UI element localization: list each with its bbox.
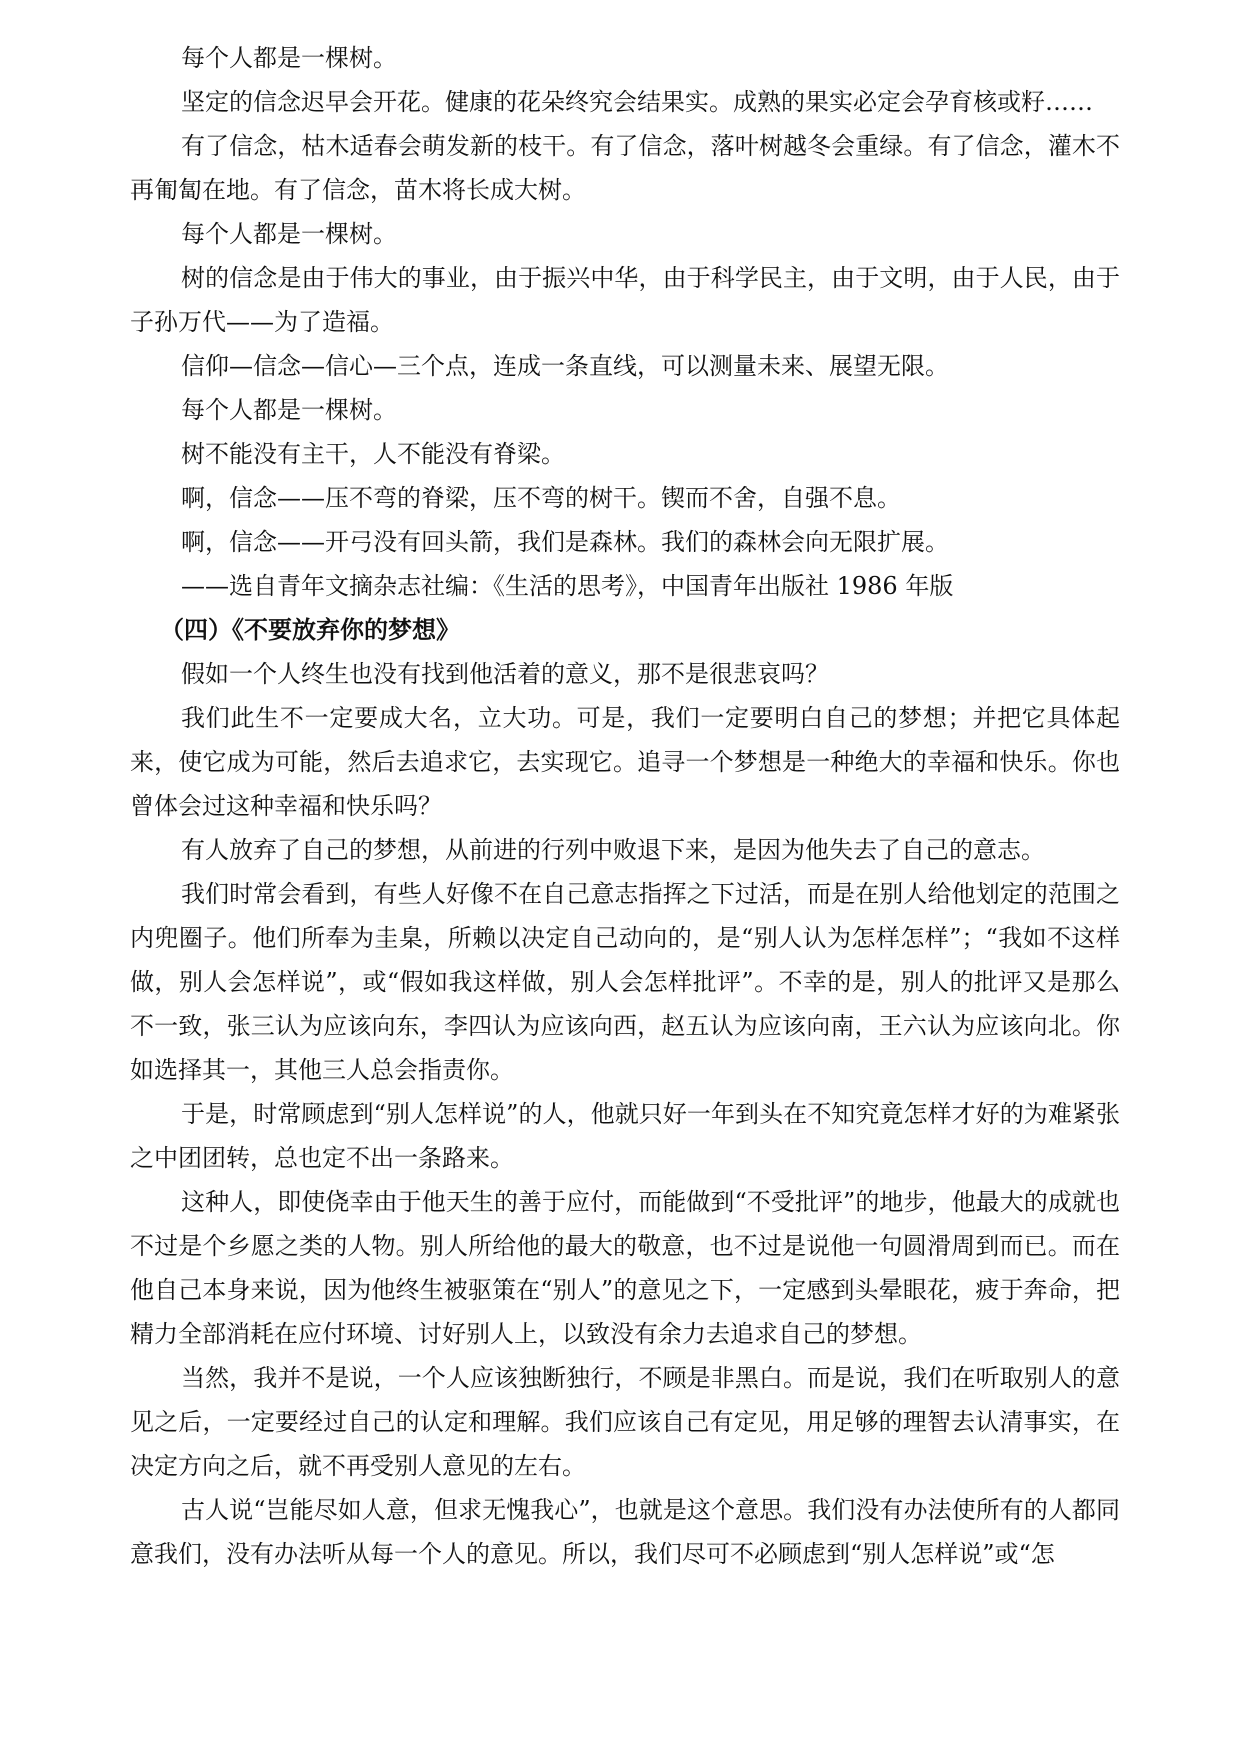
paragraph: 啊，信念——开弓没有回头箭，我们是森林。我们的森林会向无限扩展。 xyxy=(181,528,949,556)
paragraph: 信仰—信念—信心—三个点，连成一条直线，可以测量未来、展望无限。 xyxy=(181,352,949,380)
paragraph: 当然，我并不是说，一个人应该独断独行，不顾是非黑白。而是说，我们在听取别人的意见之后，一定要经过自己的认定和理解。我们应该自己有定见，用足够的理智去认清事实，在决定方向之后，就不再受别人意见的左右。 xyxy=(130,1364,1120,1480)
paragraph: 树不能没有主干，人不能没有脊梁。 xyxy=(181,440,565,468)
paragraph: 我们此生不一定要成大名，立大功。可是，我们一定要明白自己的梦想；并把它具体起来，使它成为可能，然后去追求它，去实现它。追寻一个梦想是一种绝大的幸福和快乐。你也曾体会过这种幸福和快乐吗？ xyxy=(130,704,1120,820)
document-page xyxy=(130,36,1120,1576)
paragraph: 树的信念是由于伟大的事业，由于振兴中华，由于科学民主，由于文明，由于人民，由于子孙万代——为了造福。 xyxy=(130,264,1120,336)
paragraph: 啊，信念——压不弯的脊梁，压不弯的树干。锲而不舍，自强不息。 xyxy=(181,484,901,512)
paragraph: 有人放弃了自己的梦想，从前进的行列中败退下来，是因为他失去了自己的意志。 xyxy=(181,836,1045,864)
paragraph: 坚定的信念迟早会开花。健康的花朵终究会结果实。成熟的果实必定会孕育核或籽…… xyxy=(181,88,1093,116)
paragraph: 这种人，即使侥幸由于他天生的善于应付，而能做到“不受批评”的地步，他最大的成就也不过是个乡愿之类的人物。别人所给他的最大的敬意，也不过是说他一句圆滑周到而已。而在他自己本身来说，因为他终生被驱策在“别人”的意见之下，一定感到头晕眼花，疲于奔命，把精力全部消耗在应付环境、讨好别人上，以致没有余力去追求自己的梦想。 xyxy=(130,1188,1120,1348)
paragraph: 我们时常会看到，有些人好像不在自己意志指挥之下过活，而是在别人给他划定的范围之内兜圈子。他们所奉为圭臬，所赖以决定自己动向的，是“别人认为怎样怎样”；“我如不这样做，别人会怎样说”，或“假如我这样做，别人会怎样批评”。不幸的是，别人的批评又是那么不一致，张三认为应该向东，李四认为应该向西，赵五认为应该向南，王六认为应该向北。你如选择其一，其他三人总会指责你。 xyxy=(130,880,1120,1084)
source-citation: ——选自青年文摘杂志社编：《生活的思考》，中国青年出版社 1986 年版 xyxy=(181,572,954,600)
paragraph: 每个人都是一棵树。 xyxy=(181,220,397,248)
paragraph: 于是，时常顾虑到“别人怎样说”的人，他就只好一年到头在不知究竟怎样才好的为难紧张之中团团转，总也定不出一条路来。 xyxy=(130,1100,1120,1172)
paragraph: 假如一个人终生也没有找到他活着的意义，那不是很悲哀吗？ xyxy=(181,660,829,688)
paragraph: 每个人都是一棵树。 xyxy=(181,396,397,424)
paragraph: 有了信念，枯木适春会萌发新的枝干。有了信念，落叶树越冬会重绿。有了信念，灌木不再匍匐在地。有了信念，苗木将长成大树。 xyxy=(130,132,1120,204)
paragraph: 每个人都是一棵树。 xyxy=(181,44,397,72)
paragraph: 古人说“岂能尽如人意，但求无愧我心”，也就是这个意思。我们没有办法使所有的人都同意我们，没有办法听从每一个人的意见。所以，我们尽可不必顾虑到“别人怎样说”或“怎 xyxy=(130,1496,1120,1568)
section-heading: （四）《不要放弃你的梦想》 xyxy=(160,615,460,644)
